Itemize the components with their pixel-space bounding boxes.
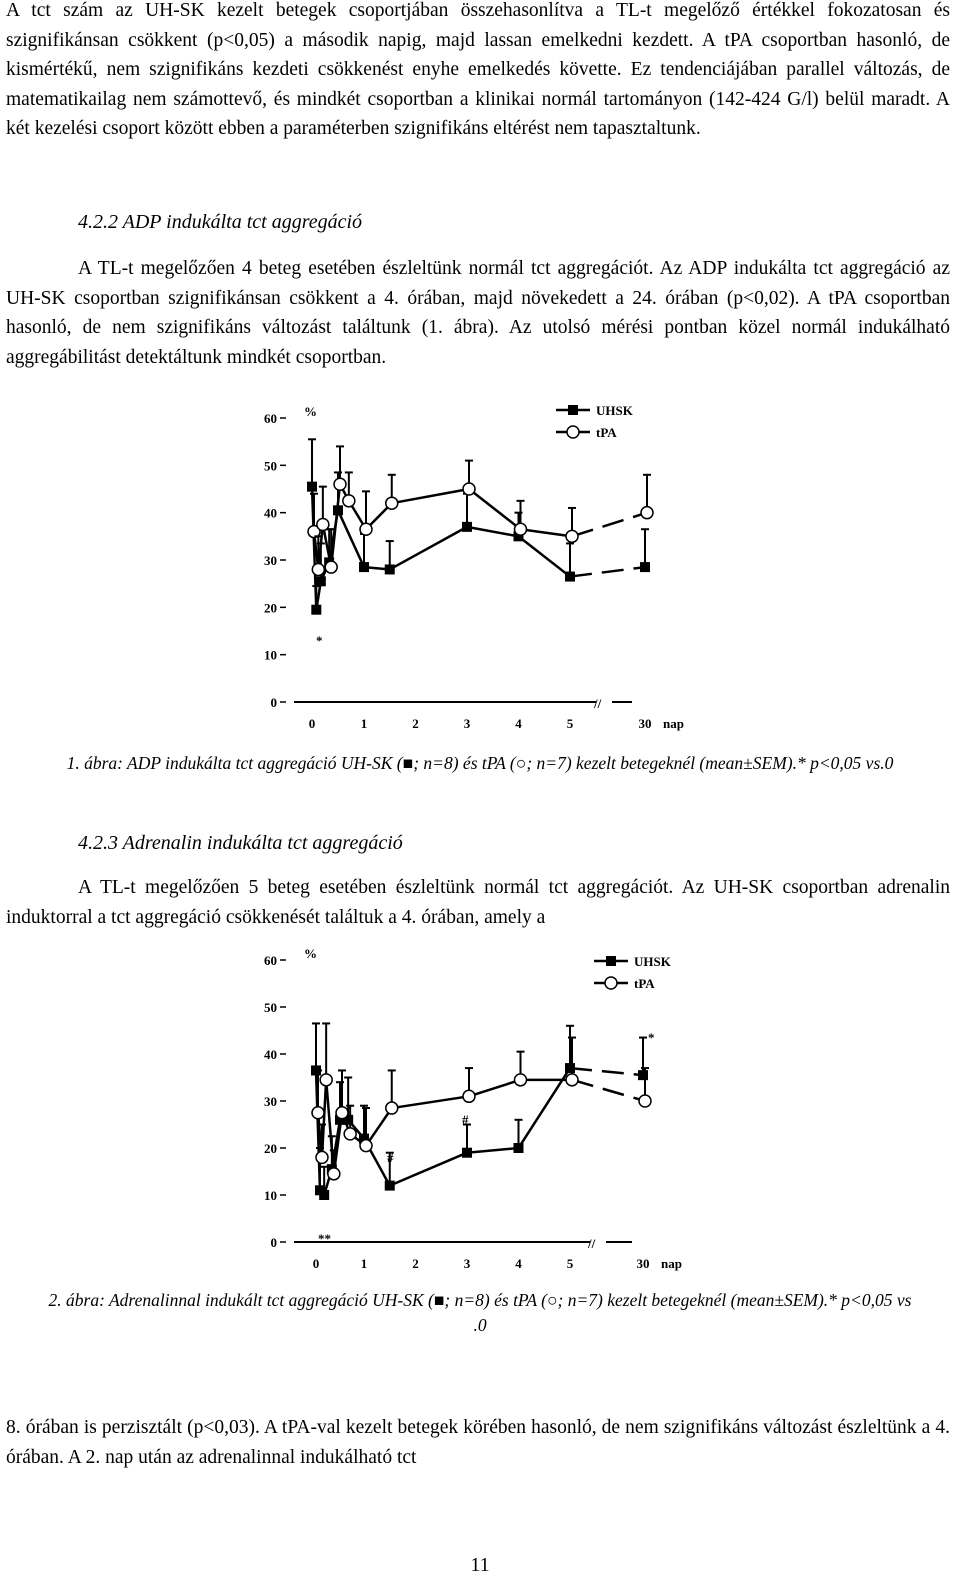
UHSK-line-segment	[519, 536, 571, 576]
tPA-point	[320, 1074, 332, 1086]
tPA-point	[360, 523, 372, 535]
section-heading-adrenalin: 4.2.3 Adrenalin indukálta tct aggregáció	[78, 832, 403, 854]
tPA-point	[317, 519, 329, 531]
tPA-point	[325, 561, 337, 573]
UHSK-point	[359, 562, 369, 572]
x-tick-label: 2	[412, 716, 419, 731]
UHSK-line-segment	[390, 1153, 467, 1186]
tPA-line-segment	[469, 1080, 521, 1096]
x-tick-label: 30	[638, 716, 652, 731]
UHSK-point	[462, 522, 472, 532]
tPA-point	[386, 1102, 398, 1114]
legend-label: tPA	[634, 976, 655, 991]
y-tick-label: 60	[264, 411, 277, 426]
y-tick-label: 40	[264, 505, 277, 521]
significance-annotation: **	[318, 1231, 331, 1246]
UHSK-point	[565, 1063, 575, 1073]
y-tick-label: 10	[264, 647, 277, 663]
x-unit-label: nap	[661, 1256, 682, 1271]
figure-1-adp-chart	[0, 400, 960, 745]
y-tick-label: 20	[264, 1141, 277, 1156]
y-tick-label: 0	[270, 1235, 277, 1250]
x-tick-label: 5	[566, 716, 574, 731]
y-tick-label: 10	[264, 1188, 277, 1203]
UHSK-point	[565, 572, 575, 582]
UHSK-line-segment	[467, 527, 519, 536]
y-tick-label: 40	[264, 1047, 277, 1062]
tPA-point	[312, 1107, 324, 1119]
y-axis-label: %	[304, 404, 317, 419]
tPA-point	[343, 495, 355, 507]
tPA-point	[386, 497, 398, 509]
UHSK-line-segment	[570, 1068, 643, 1075]
x-tick-label: 3	[463, 1256, 471, 1271]
paragraph-tct-count: A tct szám az UH-SK kezelt betegek csoportjában összehasonlítva a TL-t megelőző értékkel fokozatosan és szignifikánsan csökkent (p<0,05) a második napig, majd lassan emelkedni kezdett. A tPA csoportban hasonló, de kismértékű, nem szignifikáns kezdeti csökkenést enyhe emelkedés követte. Ez tendenciájában parallel változás, de matematikailag nem számottevő, és mindkét csoportban a klinikai normál tartományon (142-424 G/l) belül maradt. A két kezelési csoport között ebben a paraméterben szignifikáns eltérést nem tapasztaltunk.	[6, 0, 950, 139]
tPA-line-segment	[392, 489, 469, 503]
legend-marker-square	[606, 956, 616, 966]
UHSK-point	[638, 1070, 648, 1080]
significance-annotation: *	[648, 1030, 655, 1045]
x-tick-label: 5	[566, 1256, 574, 1271]
UHSK-line-segment	[390, 527, 467, 570]
UHSK-point	[514, 1143, 524, 1153]
UHSK-point	[385, 1181, 395, 1191]
tPA-line-segment	[572, 513, 647, 537]
legend-label: tPA	[596, 425, 617, 440]
x-tick-label: 1	[360, 1256, 368, 1271]
tPA-point	[566, 530, 578, 542]
x-tick-label: 30	[636, 1256, 650, 1271]
significance-annotation: #	[387, 1150, 394, 1165]
tPA-point	[463, 1090, 475, 1102]
UHSK-point	[311, 605, 321, 615]
tPA-point	[641, 507, 653, 519]
section-heading-adp: 4.2.2 ADP indukálta tct aggregáció	[78, 211, 363, 233]
significance-annotation: #	[462, 1112, 469, 1127]
tPA-line-segment	[392, 1096, 469, 1108]
paragraph-adrenalin: A TL-t megelőzően 5 beteg esetében észleltünk normál tct aggregációt. Az UH-SK csoportban adrenalin induktorral a tct aggregáció csökkenését találtuk a 4. órában, amely a	[6, 877, 950, 928]
tPA-point	[463, 483, 475, 495]
x-unit-label: nap	[663, 716, 684, 731]
UHSK-line-segment	[570, 567, 645, 576]
UHSK-point	[319, 1190, 329, 1200]
tPA-line-segment	[469, 489, 521, 529]
x-tick-label: 4	[515, 716, 522, 731]
tPA-point	[360, 1140, 372, 1152]
legend-label: UHSK	[634, 954, 671, 969]
y-tick-label: 30	[264, 553, 277, 568]
y-tick-label: 0	[270, 695, 277, 710]
axis-break-mark: //	[588, 1236, 596, 1251]
tPA-point	[336, 1107, 348, 1119]
page-number: 11	[470, 1554, 490, 1576]
tPA-point	[312, 563, 324, 575]
x-tick-label: 3	[463, 716, 471, 731]
UHSK-point	[462, 1148, 472, 1158]
y-tick-label: 30	[264, 1094, 277, 1109]
UHSK-point	[640, 562, 650, 572]
tPA-line-segment	[366, 1108, 392, 1146]
y-tick-label: 50	[264, 1000, 277, 1015]
figure-1-caption: 1. ábra: ADP indukálta tct aggregáció UH-SK (■; n=8) és tPA (○; n=7) kezelt betegeknél (mean±SEM).* p<0,05 vs.0	[66, 753, 894, 773]
y-tick-label: 20	[264, 600, 277, 616]
figure-2-caption: 2. ábra: Adrenalinnal indukált tct aggregáció UH-SK (■; n=8) és tPA (○; n=7) kezelt betegeknél (mean±SEM).* p<0,05 vs .0	[48, 1290, 912, 1335]
figure-2-adrenalin-chart	[0, 940, 960, 1285]
x-tick-label: 2	[412, 1256, 419, 1271]
y-tick-label: 50	[264, 458, 277, 474]
legend-marker-circle	[605, 977, 617, 989]
UHSK-line-segment	[467, 1148, 519, 1153]
tPA-point	[566, 1074, 578, 1086]
paragraph-adrenalin-continued: 8. órában is perzisztált (p<0,03). A tPA-val kezelt betegek körében hasonló, de nem szignifikáns változást észleltünk a 4. órában. A 2. nap után az adrenalinnal indukálható tct	[6, 1417, 950, 1468]
legend-marker-circle	[567, 426, 579, 438]
x-tick-label: 0	[308, 716, 316, 731]
UHSK-point	[316, 576, 326, 586]
legend-marker-square	[568, 405, 578, 415]
tPA-point	[344, 1128, 356, 1140]
legend-label: UHSK	[596, 403, 633, 418]
x-tick-label: 4	[515, 1256, 522, 1271]
tPA-point	[316, 1151, 328, 1163]
y-tick-label: 60	[264, 953, 277, 968]
tPA-point	[334, 478, 346, 490]
tPA-line-segment	[521, 529, 573, 536]
UHSK-point	[385, 564, 395, 574]
paragraph-adp: A TL-t megelőzően 4 beteg esetében észleltünk normál tct aggregációt. Az ADP indukálta tct aggregáció az UH-SK csoportban szignifikánsan csökkent a 4. órában, majd növekedett a 24. órában (p<0,02). A tPA csoportban hasonló, de nem szignifikáns változást találtunk (1. ábra). Az utolsó mérési pontban közel normál indukálható aggregábilitást detektáltunk mindkét csoportban.	[6, 258, 950, 368]
x-tick-label: 1	[360, 716, 368, 731]
tPA-point	[328, 1168, 340, 1180]
tPA-line-segment	[572, 1080, 645, 1101]
tPA-point	[639, 1095, 651, 1107]
significance-annotation: *	[316, 633, 323, 648]
x-tick-label: 0	[312, 1256, 320, 1271]
axis-break-mark: //	[594, 696, 602, 711]
tPA-point	[515, 523, 527, 535]
y-axis-label: %	[304, 946, 317, 961]
tPA-point	[515, 1074, 527, 1086]
tPA-line-segment	[331, 484, 340, 567]
UHSK-point	[307, 482, 317, 492]
